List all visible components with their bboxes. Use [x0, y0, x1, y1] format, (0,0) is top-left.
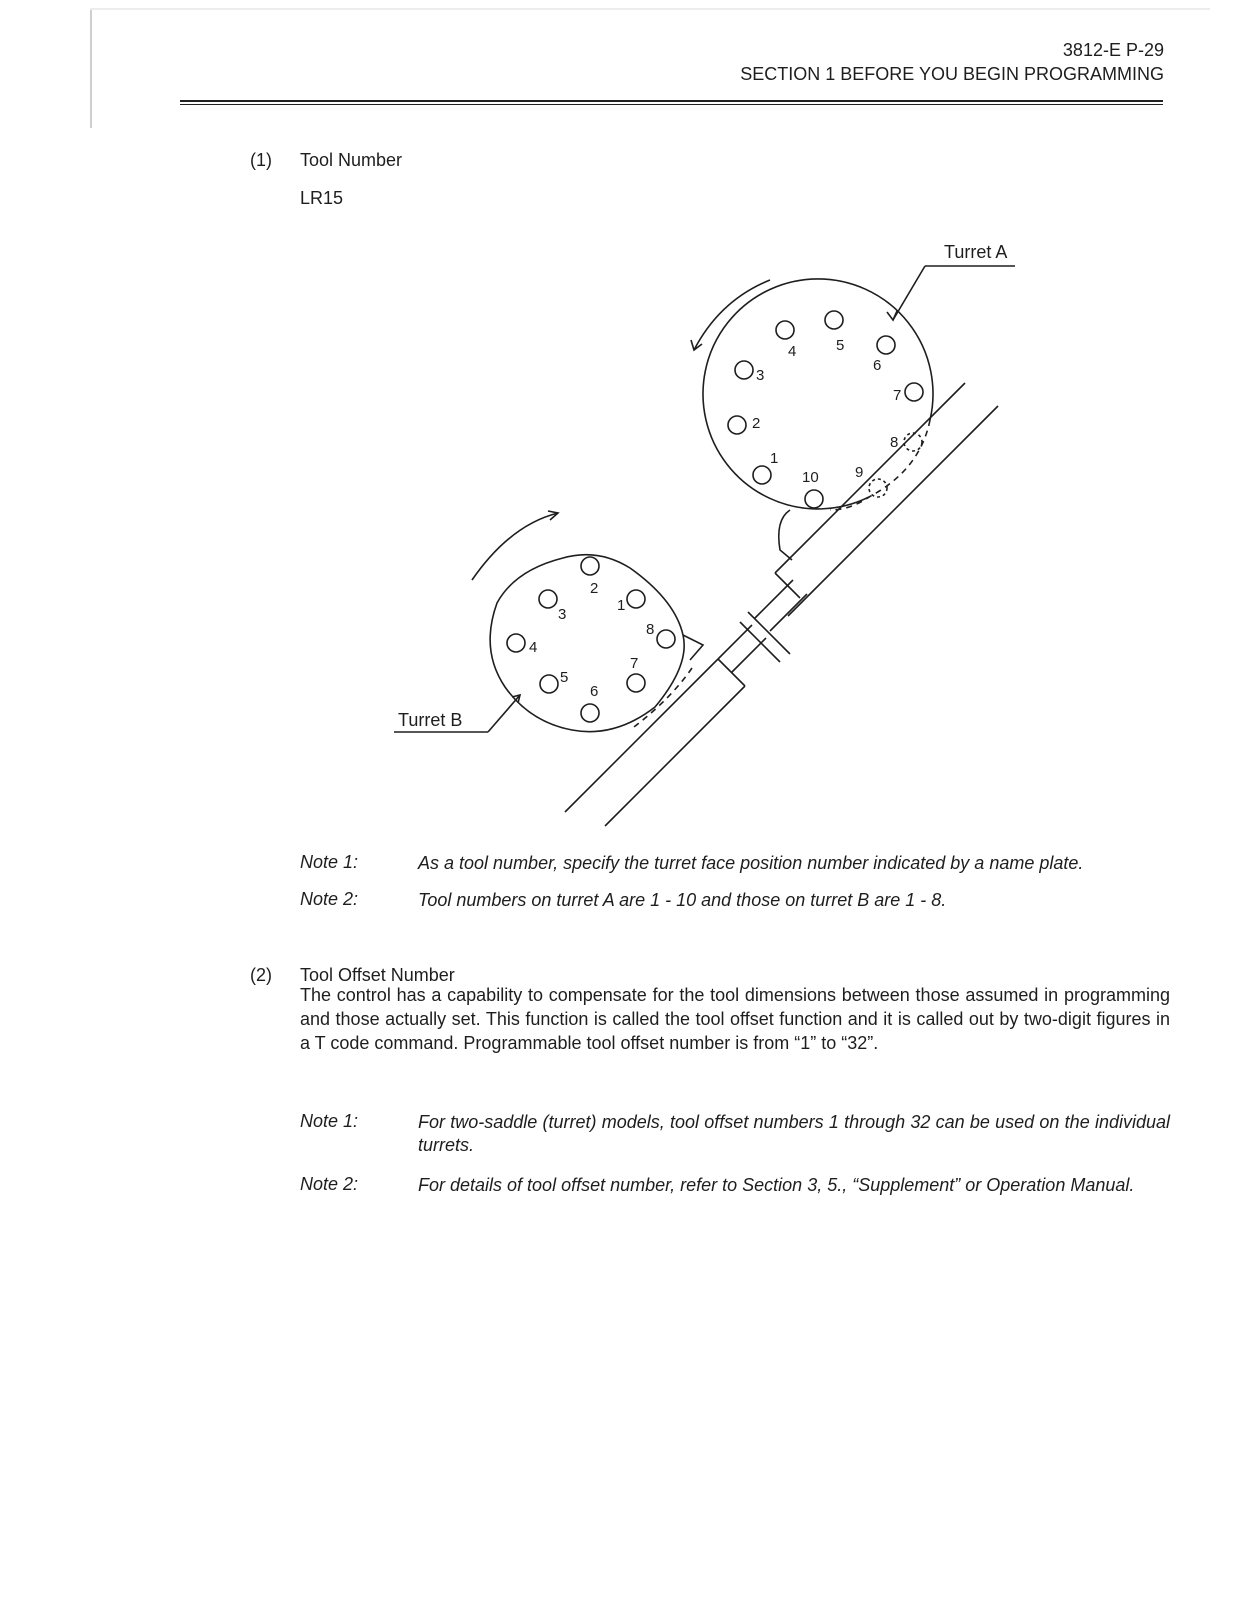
turret-b-num: 8	[646, 621, 655, 638]
turret-b-station-3	[539, 590, 557, 608]
turret-a-num: 6	[873, 357, 882, 374]
rail-link-1	[755, 580, 793, 618]
turret-a-num: 8	[890, 434, 899, 451]
turret-a-num: 4	[788, 343, 797, 360]
turret-a-num: 9	[855, 464, 864, 481]
turret-b-num: 4	[529, 639, 538, 656]
turret-a-station-9	[869, 479, 887, 497]
turret-a-num: 5	[836, 337, 845, 354]
turret-b-station-1	[627, 590, 645, 608]
turret-b-station-8	[657, 630, 675, 648]
turret-a-num: 2	[752, 415, 761, 432]
turret-a-label: Turret A	[944, 242, 1008, 262]
turret-a-mount	[779, 510, 792, 560]
item-number-2: (2)	[250, 965, 272, 985]
rail-link-2	[770, 594, 807, 631]
rail-link-3	[718, 625, 752, 659]
turret-a-station-1	[753, 466, 771, 484]
turret-a-station-7	[905, 383, 923, 401]
turret-a-station-3	[735, 361, 753, 379]
turret-b-leader	[488, 695, 520, 732]
note-label: Note 1:	[300, 852, 359, 872]
turret-b-num: 7	[630, 655, 639, 672]
turret-a-num: 1	[770, 450, 779, 467]
item-number-1: (1)	[250, 150, 272, 170]
turret-b-num: 3	[558, 606, 567, 623]
turret-a-station-10	[805, 490, 823, 508]
note-text: As a tool number, specify the turret face position number indicated by a name plate.	[418, 853, 1084, 873]
turret-b-station-6	[581, 704, 599, 722]
turret-a-station-4	[776, 321, 794, 339]
turret-b-label: Turret B	[398, 710, 463, 730]
note-text: For two-saddle (turret) models, tool offset numbers 1 through 32 can be used on the individual turrets.	[418, 1112, 1170, 1155]
turret-b-rotation-arrow	[472, 513, 558, 580]
turret-a-station-6	[877, 336, 895, 354]
note-text: Tool numbers on turret A are 1 - 10 and those on turret B are 1 - 8.	[418, 890, 947, 910]
turret-a-leader-arrow	[887, 311, 897, 320]
turret-b-station-4	[507, 634, 525, 652]
note-label: Note 2:	[300, 889, 359, 909]
turret-b-station-7	[627, 674, 645, 692]
turret-b-station-2	[581, 557, 599, 575]
turret-a-rotation-arrow	[694, 280, 770, 350]
turret-b-mount	[683, 635, 703, 660]
tool-number-heading: Tool Number	[300, 150, 403, 170]
turret-a-station-2	[728, 416, 746, 434]
note-text: For details of tool offset number, refer to Section 3, 5., “Supplement” or Operation Manual.	[418, 1175, 1135, 1195]
turret-a-station-5	[825, 311, 843, 329]
tool-offset-paragraph: The control has a capability to compensate for the tool dimensions between those assumed in programming and those actually set. This function is called the tool offset function and it is called out by two-digit figures in a T code command. Programmable tool offset number is from “1” to “32”.	[300, 985, 1170, 1053]
note-label: Note 1:	[300, 1111, 359, 1131]
turret-b-num: 1	[617, 597, 626, 614]
turret-b-station-5	[540, 675, 558, 693]
turret-b-num: 5	[560, 669, 569, 686]
tool-offset-heading: Tool Offset Number	[300, 965, 455, 985]
turret-a-num: 7	[893, 387, 902, 404]
turret-b-num: 2	[590, 580, 599, 597]
machine-model: LR15	[300, 188, 344, 208]
section-title: SECTION 1 BEFORE YOU BEGIN PROGRAMMING	[740, 64, 1164, 84]
turret-a-num: 10	[802, 469, 819, 486]
rail-b-outer	[605, 686, 745, 826]
doc-page-number: 3812-E P-29	[1062, 40, 1164, 60]
turret-b-num: 6	[590, 683, 599, 700]
rail-link-4	[732, 638, 766, 672]
turret-a-num: 3	[756, 367, 765, 384]
note-label: Note 2:	[300, 1174, 359, 1194]
